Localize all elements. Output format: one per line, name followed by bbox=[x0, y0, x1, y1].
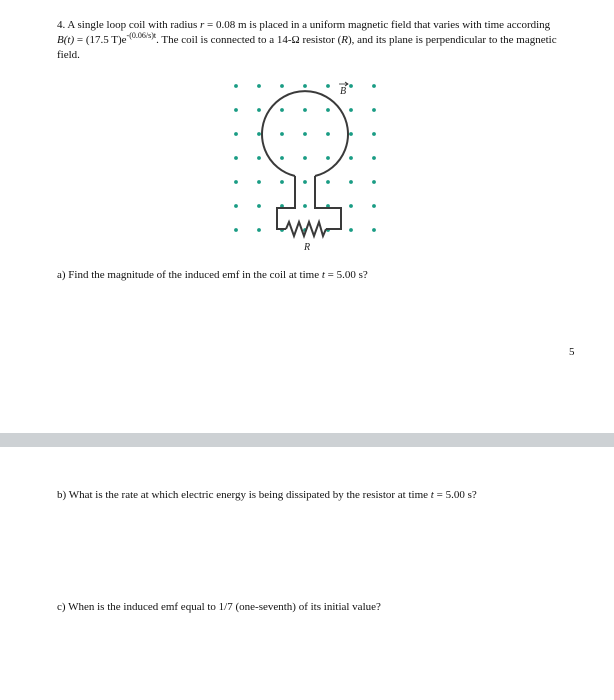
field-dot bbox=[349, 228, 353, 232]
question-b bbox=[57, 488, 477, 502]
field-dot bbox=[257, 180, 261, 184]
field-dot bbox=[349, 108, 353, 112]
field-dot bbox=[234, 180, 238, 184]
field-dot bbox=[372, 156, 376, 160]
field-dot bbox=[326, 108, 330, 112]
field-dot bbox=[303, 204, 307, 208]
field-dot bbox=[372, 228, 376, 232]
field-dot bbox=[257, 228, 261, 232]
field-dot bbox=[234, 156, 238, 160]
field-dot bbox=[372, 180, 376, 184]
field-dot bbox=[280, 108, 284, 112]
question-a-text: a) Find the magnitude of the induced emf in the coil at time bbox=[57, 269, 322, 281]
question-c: c) When is the induced emf equal to 1/7 (one-seventh) of its initial value? bbox=[57, 601, 381, 613]
coil-lead-left bbox=[277, 176, 295, 229]
resistor-label: R bbox=[304, 242, 311, 253]
field-dot bbox=[326, 132, 330, 136]
problem-number: 4. bbox=[57, 19, 66, 31]
field-function: B(t) bbox=[57, 34, 75, 46]
resistor-variable: R bbox=[341, 34, 348, 46]
field-dot bbox=[303, 84, 307, 88]
field-dot bbox=[234, 204, 238, 208]
field-dot bbox=[326, 156, 330, 160]
question-a-suffix: = 5.00 s? bbox=[324, 269, 368, 281]
field-dot bbox=[372, 84, 376, 88]
field-dot bbox=[326, 84, 330, 88]
field-dot bbox=[257, 108, 261, 112]
question-b-suffix: = 5.00 s? bbox=[433, 489, 477, 501]
field-dot bbox=[257, 204, 261, 208]
field-dot bbox=[349, 84, 353, 88]
problem-text-3: ), and its plane is perpendicular to the magnetic field. bbox=[57, 34, 557, 61]
field-dot bbox=[257, 84, 261, 88]
field-dot bbox=[280, 84, 284, 88]
problem-statement bbox=[57, 18, 557, 63]
radius-variable: r bbox=[200, 19, 205, 31]
problem-text-1: A single loop coil with radius bbox=[67, 19, 201, 31]
field-dot bbox=[303, 132, 307, 136]
question-a bbox=[57, 268, 368, 282]
field-equation: = (17.5 T)e bbox=[74, 34, 127, 46]
problem-text-2: . The coil is connected to a 14-Ω resistor ( bbox=[156, 34, 342, 46]
field-dot bbox=[257, 132, 261, 136]
field-dot bbox=[303, 180, 307, 184]
page-divider bbox=[0, 433, 614, 447]
field-dot bbox=[234, 228, 238, 232]
field-dot bbox=[234, 132, 238, 136]
field-dot bbox=[349, 180, 353, 184]
field-dot bbox=[326, 180, 330, 184]
field-dot bbox=[234, 108, 238, 112]
field-dot bbox=[303, 108, 307, 112]
field-dot bbox=[280, 156, 284, 160]
field-dot bbox=[349, 132, 353, 136]
field-dot bbox=[349, 156, 353, 160]
radius-value: = 0.08 m is placed in a uniform magnetic field that varies with time according bbox=[204, 19, 551, 31]
field-label: B bbox=[340, 86, 347, 97]
question-b-variable: t bbox=[430, 489, 434, 501]
field-dot bbox=[280, 180, 284, 184]
field-dot bbox=[349, 204, 353, 208]
coil-figure bbox=[220, 74, 390, 264]
resistor-zigzag bbox=[286, 222, 326, 236]
points-value: 5 bbox=[569, 346, 575, 358]
field-dot bbox=[372, 204, 376, 208]
field-dot bbox=[303, 156, 307, 160]
question-b-text: b) What is the rate at which electric energy is being dissipated by the resistor at time bbox=[57, 489, 431, 501]
magnetic-field-dots bbox=[234, 84, 376, 232]
field-exponent: -(0.06/s)t bbox=[126, 31, 157, 40]
question-a-variable: t bbox=[321, 269, 325, 281]
field-dot bbox=[372, 108, 376, 112]
field-dot bbox=[372, 132, 376, 136]
field-dot bbox=[257, 156, 261, 160]
field-dot bbox=[280, 132, 284, 136]
field-dot bbox=[234, 84, 238, 88]
